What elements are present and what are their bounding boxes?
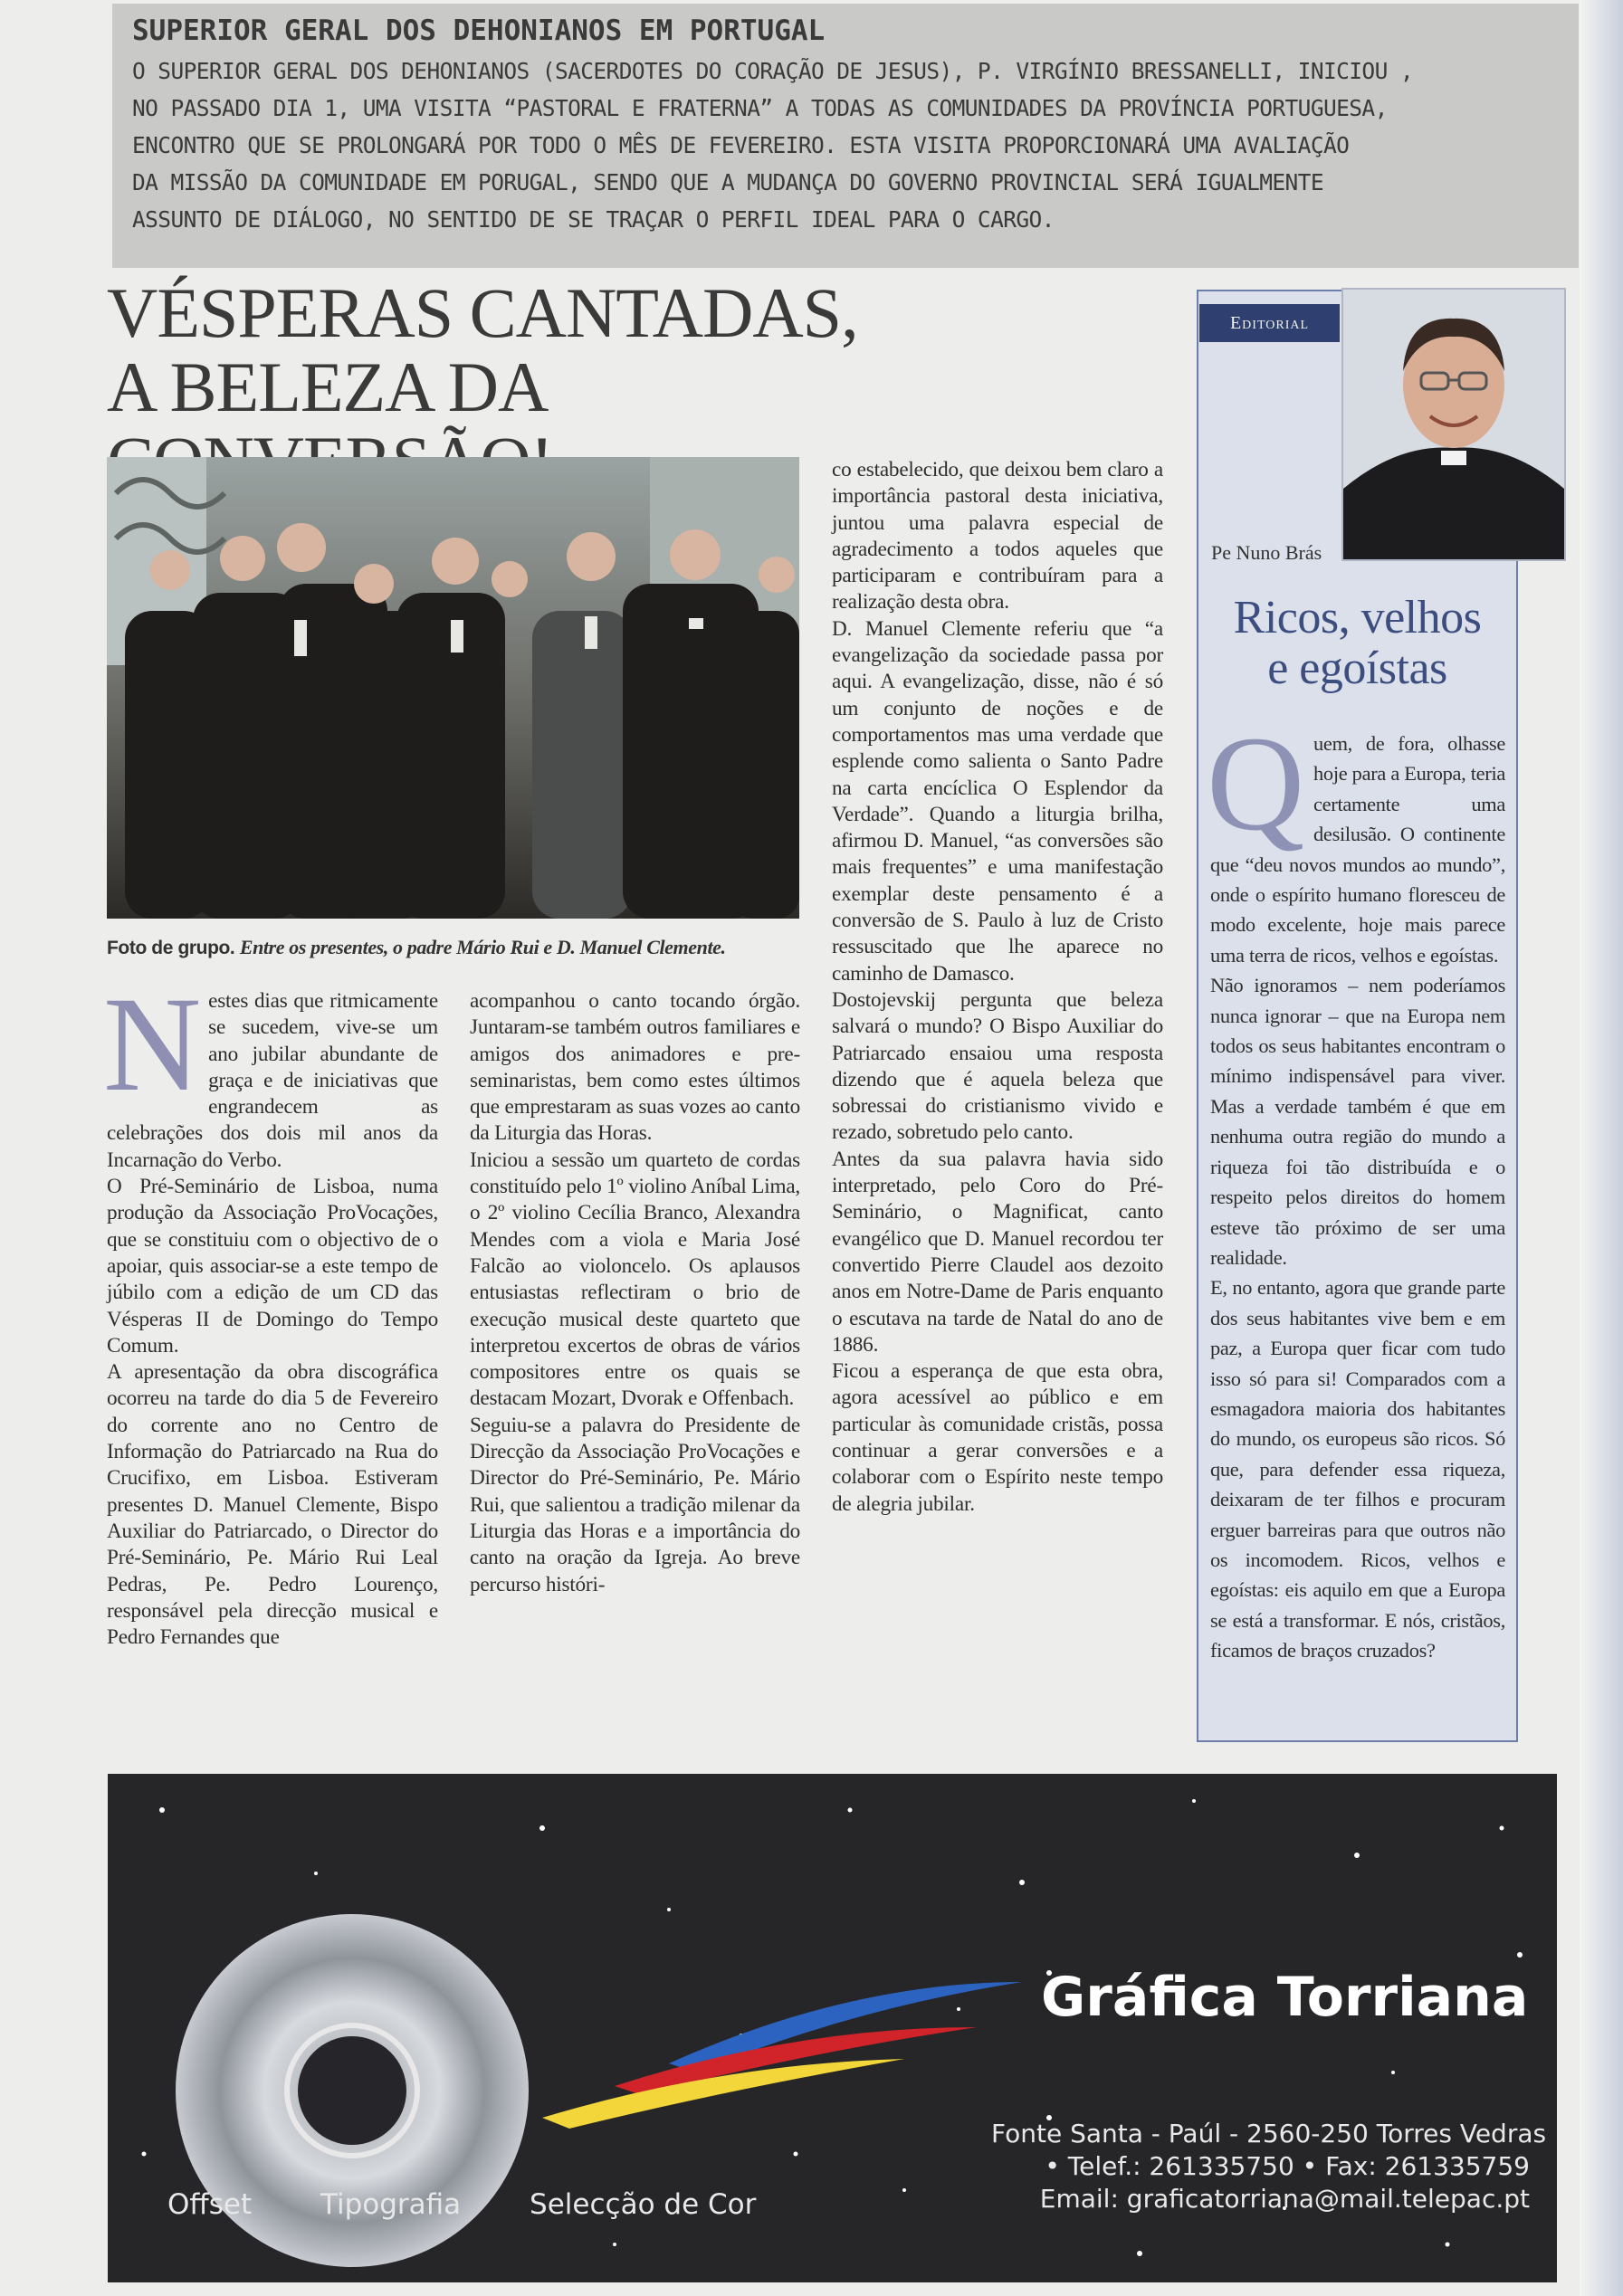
author-portrait bbox=[1341, 288, 1566, 561]
ad-contact-info bbox=[991, 2118, 1547, 2215]
editorial-body bbox=[1207, 709, 1505, 1666]
headline-line: A BELEZA DA bbox=[107, 348, 545, 426]
editorial-paragraph: uem, de fora, olhasse hoje para a Europa, teria certamente uma desilusão. O continente que “deu novos mundos ao mundo”, onde o espírito humano floresceu de modo excelente, hoje mais parece uma terra de ricos, velhos e egoístas. bbox=[1210, 732, 1505, 967]
news-brief-line: ASSUNTO DE DIÁLOGO, NO SENTIDO DE SE TRAÇAR O PERFIL IDEAL PARA O CARGO. bbox=[132, 206, 1055, 233]
article-column-3 bbox=[832, 457, 1163, 1518]
ad-service: Selecção de Cor bbox=[530, 2188, 757, 2221]
ad-email: Email: graficatorriana@mail.telepac.pt bbox=[1039, 2184, 1530, 2214]
article-paragraph: O Pré-Seminário de Lisboa, numa produção da Associação ProVocações, que se constituiu com o objectivo de o apoiar, quis associar-se a este tempo de júbilo com a edição de um CD das Vésperas II de Domingo do Tempo Comum. bbox=[107, 1175, 438, 1358]
article-column-2 bbox=[470, 988, 800, 1598]
caption-lead: Foto de grupo. bbox=[107, 938, 235, 958]
news-brief-title: SUPERIOR GERAL DOS DEHONIANOS EM PORTUGAL bbox=[132, 14, 826, 47]
editorial-title-line: Ricos, velhos bbox=[1233, 592, 1482, 643]
ad-brand-name: Gráfica Torriana bbox=[1041, 1966, 1529, 2029]
news-brief-line: O SUPERIOR GERAL DOS DEHONIANOS (SACERDOTES DO CORAÇÃO DE JESUS), P. VIRGÍNIO BRESSANELLI, INICIOU , bbox=[132, 58, 1414, 84]
article-paragraph: Seguiu-se a palavra do Presidente de Direcção da Associação ProVocações e Director do Pré-Seminário, Pe. Mário Rui, que salientou a tradição milenar da Liturgia das Horas e a importância do canto na oração da Igreja. Ao breve percurso históri- bbox=[470, 1413, 800, 1596]
article-paragraph: Iniciou a sessão um quarteto de cordas constituído pelo 1º violino Aníbal Lima, o 2º violino Cecília Branco, Alexandra Mendes com a viola e Maria José Falcão ao violoncelo. Os aplausos entusiastas reflectiram o brio de execução musical deste quarteto que interpretou excertos de obras de vários compositores entre os quais se destacam Mozart, Dvorak e Offenbach. bbox=[470, 1148, 801, 1411]
page-edge bbox=[1580, 0, 1623, 2296]
news-brief-line: ENCONTRO QUE SE PROLONGARÁ POR TODO O MÊS DE FEVEREIRO. ESTA VISITA PROPORCIONARÁ UMA AVALIAÇÃO bbox=[132, 132, 1350, 158]
group-photo bbox=[107, 457, 799, 919]
article-dropcap: N bbox=[103, 969, 202, 1119]
article-paragraph: Ficou a esperança de que esta obra, agora acessível ao público e em particular às comunidade cristãs, possa continuar a gerar conversões e a colaborar com o Espírito neste tempo de alegria jubilar. bbox=[832, 1359, 1163, 1516]
news-brief-line: NO PASSADO DIA 1, UMA VISITA “PASTORAL E FRATERNA” A TODAS AS COMUNIDADES DA PROVÍNCIA PORTUGUESA, bbox=[132, 95, 1388, 121]
editorial-author: Pe Nuno Brás bbox=[1211, 541, 1322, 564]
ad-service: Tipografia bbox=[320, 2188, 462, 2221]
article-paragraph: acompanhou o canto tocando órgão. Juntaram-se também outros familiares e amigos dos animadores e pre-seminaristas, bem como estes últimos que emprestaram as suas vozes ao canto da Liturgia das Horas. bbox=[470, 989, 800, 1146]
ad-phone: • Telef.: 261335750 • Fax: 261335759 bbox=[1045, 2151, 1530, 2181]
ad-services bbox=[167, 2188, 816, 2221]
editorial-paragraph: E, no entanto, agora que grande parte dos seus habitantes vive bem e em paz, a Europa quer ficar com tudo isso só para si! Comparados com a esmagadora maioria dos habitantes do mundo, os europeus são ricos. Só que, para defender essa riqueza, deixaram de ter filhos e procuram erguer barreiras para que outros não os incomodem. Ricos, velhos e egoístas: eis aquilo em que a Europa se está a transformar. E nós, cristãos, ficamos de braços cruzados? bbox=[1210, 1276, 1505, 1662]
headline-line: VÉSPERAS CANTADAS, bbox=[107, 273, 858, 352]
article-paragraph: Antes da sua palavra havia sido interpretado, pelo Coro do Pré-Seminário, o Magnificat, canto evangélico que D. Manuel recordou ter convertido Pierre Claudel aos dezoito anos em Notre-Dame de Paris enquanto o escutava na tarde de Natal do ano de 1886. bbox=[832, 1147, 1163, 1357]
ad-service: Offset bbox=[167, 2188, 253, 2221]
article-paragraph: Dostojevskij pergunta que beleza salvará o mundo? O Bispo Auxiliar do Patriarcado ensaiou uma resposta dizendo que é aquela beleza que sobressai do cristianismo vivido e rezado, sobretudo pelo canto. bbox=[832, 987, 1163, 1145]
group-photo-illustration bbox=[107, 457, 799, 919]
editorial-tag: Editorial bbox=[1199, 304, 1340, 342]
ad-address: Fonte Santa - Paúl - 2560-250 Torres Vedras bbox=[991, 2119, 1547, 2148]
article-paragraph: co estabelecido, que deixou bem claro a importância pastoral desta iniciativa, juntou uma palavra especial de agradecimento a todos aqueles que participaram e contribuíram para a realização desta obra. bbox=[832, 458, 1163, 614]
article-column-1 bbox=[103, 969, 438, 1651]
editorial-title bbox=[1197, 593, 1518, 694]
news-brief-line: DA MISSÃO DA COMUNIDADE EM PORUGAL, SENDO QUE A MUDANÇA DO GOVERNO PROVINCIAL SERÁ IGUALMENTE bbox=[132, 169, 1323, 195]
article-paragraph: A apresentação da obra discográfica ocorreu na tarde do dia 5 de Fevereiro do corrente ano no Centro de Informação do Patriarcado na Rua do Crucifixo, em Lisboa. Estiveram presentes D. Manuel Clemente, Bispo Auxiliar do Patriarcado, o Director do Pré-Seminário, Pe. Mário Rui Leal Pedras, Pe. Pedro Lourenço, responsável pela direcção musical e Pedro Fernandes que bbox=[107, 1360, 438, 1650]
editorial-paragraph: Não ignoramos – nem poderíamos nunca ignorar – que na Europa nem todos os seus habitantes encontram o mínimo indispensável para viver. Mas a verdade também é que em nenhuma outra região do mundo a riqueza foi tão distribuída e o respeito pelos direitos do homem esteve tão próximo de ser uma realidade. bbox=[1210, 974, 1505, 1269]
editorial-title-line: e egoístas bbox=[1267, 643, 1447, 694]
photo-caption bbox=[107, 936, 813, 959]
author-portrait-illustration bbox=[1343, 290, 1564, 559]
article-paragraph: estes dias que ritmicamente se sucedem, vive-se um ano jubilar abundante de graça e de iniciativas que engrandecem as celebrações dos dois mil anos da Incarnação do Verbo. bbox=[107, 989, 438, 1172]
editorial-dropcap: Q bbox=[1207, 709, 1305, 859]
caption-text: Entre os presentes, o padre Mário Rui e D. Manuel Clemente. bbox=[239, 936, 726, 958]
article-paragraph: D. Manuel Clemente referiu que “a evangelização da sociedade passa por aqui. A evangelização, disse, não é só um conjunto de noções e de comportamentos mas uma verdade que esplende como salienta o Santo Padre na carta encíclica O Esplendor da Verdade”. Quando a liturgia brilha, afirmou D. Manuel, “as conversões são mais frequentes” e uma manifestação exemplar deste pensamento é a conversão de S. Paulo à luz de Cristo ressuscitado que lhe aparece no caminho de Damasco. bbox=[832, 616, 1163, 986]
news-brief-box bbox=[112, 4, 1579, 268]
